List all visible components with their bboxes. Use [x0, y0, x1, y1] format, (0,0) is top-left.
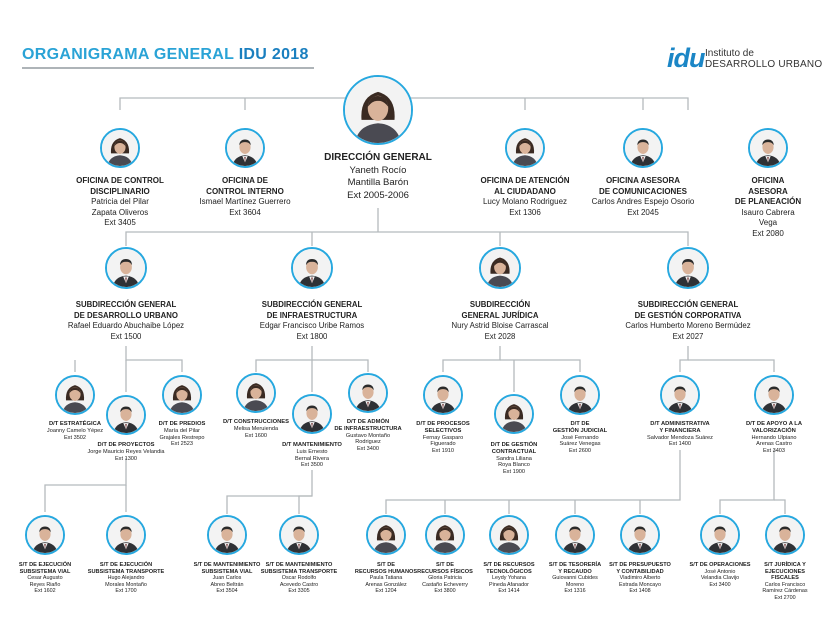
person-name: Sandra Liliana Roya Blanco — [496, 455, 532, 469]
directorate-9-label — [553, 421, 607, 455]
subdirectorate-4-photo — [279, 515, 319, 555]
directorate-1-photo — [55, 375, 95, 415]
extension: Ext 2045 — [627, 207, 659, 217]
unit-title: S/T DE EJECUCIÓN SUBSISTEMA TRANSPORTE — [87, 562, 165, 575]
directorate-5-label — [282, 442, 342, 469]
office-4-label — [592, 176, 695, 218]
unit-title: OFICINA DE ATENCIÓN AL CIUDADANO — [480, 176, 570, 196]
directorate-4-label — [223, 419, 289, 439]
unit-title: D/T MANTENIMIENTO — [282, 442, 342, 448]
extension: Ext 1600 — [244, 432, 268, 439]
office-2-photo — [225, 128, 265, 168]
extension: Ext 2080 — [752, 228, 784, 238]
person-name: Fernay Gasparo Figuerado — [422, 434, 464, 448]
person-name: Guiovanni Cubides Moreno — [552, 575, 598, 588]
office-3-label — [480, 176, 569, 218]
logo-line-2: DESARROLLO URBANO — [705, 59, 823, 70]
person-name: Vladimiro Alberto Estrada Moncayo — [619, 575, 661, 588]
unit-title: S/T DE MANTENIMIENTO SUBSISTEMA TRANSPORTE — [260, 562, 338, 575]
extension: Ext 1500 — [110, 331, 142, 341]
person-name: José Antonio Velandia Clavijo — [700, 568, 740, 582]
directorate-4-photo — [236, 373, 276, 413]
subdirectorate-10-label — [690, 562, 751, 588]
unit-title: OFICINA DE CONTROL DISCIPLINARIO — [76, 176, 164, 196]
extension: Ext 1400 — [668, 441, 692, 448]
person-name: Rafael Eduardo Abuchaibe López — [67, 321, 185, 330]
unit-title: SUBDIRECCIÓN GENERAL DE GESTIÓN CORPORATIVA — [634, 300, 742, 320]
extension: Ext 2028 — [484, 331, 516, 341]
unit-title: D/T CONSTRUCCIONES — [222, 419, 290, 425]
extension: Ext 1700 — [115, 588, 137, 595]
subdirectorate-9-label — [609, 562, 671, 595]
directorate-7-photo — [423, 375, 463, 415]
subdirectorate-2-label — [88, 562, 165, 595]
extension: Ext 1316 — [564, 588, 586, 595]
subdirectorate-11-label — [760, 562, 810, 602]
extension: Ext 3400 — [356, 446, 380, 453]
unit-title: S/T DE RECURSOS FÍSICOS — [417, 562, 473, 575]
office-4-photo — [623, 128, 663, 168]
person-name: Luis Ernesto Bernal Rivera — [295, 448, 329, 462]
person-name: Oscar Rodolfo Acevedo Castro — [279, 575, 319, 588]
extension: Ext 3305 — [288, 588, 310, 595]
logo-mark: idu — [667, 43, 705, 73]
extension: Ext 2027 — [672, 331, 704, 341]
extension: Ext 2005-2006 — [347, 189, 409, 201]
subdirection-3-photo — [479, 247, 521, 289]
extension: Ext 3403 — [762, 448, 786, 455]
unit-title: S/T JURÍDICA Y EJECUCIONES FISCALES — [764, 562, 806, 582]
directorate-11-photo — [754, 375, 794, 415]
unit-title: S/T DE OPERACIONES — [689, 562, 751, 568]
person-name: Jorge Mauricio Reyes Velandia — [87, 448, 165, 455]
subdirection-1-photo — [105, 247, 147, 289]
directorate-9-photo — [560, 375, 600, 415]
subdirectorate-6-photo — [425, 515, 465, 555]
person-name: Hugo Alejandro Morales Montaño — [105, 575, 147, 588]
extension: Ext 3400 — [709, 581, 731, 588]
subdirectorate-6-label — [417, 562, 473, 595]
extension: Ext 3604 — [229, 207, 261, 217]
person-name: Carlos Francisco Ramírez Cárdenas — [762, 581, 808, 595]
person-name: Carlos Andres Espejo Osorio — [591, 197, 695, 206]
extension: Ext 3800 — [434, 588, 456, 595]
person-name: José Fernando Suárez Venegas — [559, 434, 601, 448]
unit-title: S/T DE PRESUPUESTO Y CONTABILIDAD — [609, 562, 671, 575]
extension: Ext 1910 — [431, 448, 455, 455]
subdirectorate-2-photo — [106, 515, 146, 555]
subdirection-4-photo — [667, 247, 709, 289]
person-name: Gloria Patricia Castaño Echeverry — [422, 575, 468, 588]
unit-title: D/T ADMINISTRATIVA Y FINANCIERA — [650, 421, 710, 434]
directorate-5-photo — [292, 394, 332, 434]
subdirectorate-3-photo — [207, 515, 247, 555]
office-5-photo — [748, 128, 788, 168]
person-name: Hernando Ulpiano Arenas Castro — [751, 434, 797, 448]
directorate-10-label — [647, 421, 713, 448]
person-name: Paula Tatiana Arenas González — [365, 575, 407, 588]
extension: Ext 2600 — [568, 448, 592, 455]
unit-title: SUBDIRECCIÓN GENERAL JURÍDICA — [461, 300, 539, 320]
director-photo — [343, 75, 413, 145]
unit-title: D/T DE GESTIÓN CONTRACTUAL — [490, 442, 538, 455]
office-1-photo — [100, 128, 140, 168]
extension: Ext 1306 — [509, 207, 541, 217]
subdirection-4-label — [625, 300, 750, 342]
directorate-6-photo — [348, 373, 388, 413]
extension: Ext 3502 — [63, 434, 87, 441]
unit-title: OFICINA DE CONTROL INTERNO — [206, 176, 284, 196]
director-label — [324, 152, 432, 202]
person-name: Lucy Molano Rodriguez — [482, 197, 568, 206]
office-1-label — [76, 176, 164, 229]
person-name: Cesar Augusto Reyes Riaño — [27, 575, 63, 588]
subdirection-2-label — [260, 300, 364, 342]
title-underline — [22, 67, 314, 69]
subdirection-2-photo — [291, 247, 333, 289]
logo-line-1: Instituto de — [705, 48, 754, 59]
directorate-2-photo — [106, 395, 146, 435]
person-name: María del Pilar Grajales Restrepo — [159, 427, 205, 441]
person-name: Salvador Mendoza Suárez — [647, 434, 713, 441]
extension: Ext 1800 — [296, 331, 328, 341]
person-name: Gustavo Montaño Rodriguez — [345, 432, 391, 446]
subdirectorate-7-photo — [489, 515, 529, 555]
unit-title: D/T DE PREDIOS — [158, 421, 206, 427]
unit-title: S/T DE EJECUCIÓN SUBSISTEMA VIAL — [18, 562, 72, 575]
unit-title: D/T DE APOYO A LA VALORIZACIÓN — [745, 421, 803, 434]
unit-title: OFICINA ASESORA DE COMUNICACIONES — [598, 176, 687, 196]
unit-title: SUBDIRECCIÓN GENERAL DE DESARROLLO URBANO — [74, 300, 178, 320]
subdirection-3-label — [451, 300, 548, 342]
extension: Ext 1900 — [502, 469, 526, 476]
office-2-label — [199, 176, 290, 218]
person-name: Leydy Yohana Pineda Afanador — [489, 575, 529, 588]
directorate-8-photo — [494, 394, 534, 434]
person-name: Ismael Martínez Guerrero — [199, 197, 291, 206]
subdirectorate-4-label — [261, 562, 338, 595]
subdirectorate-9-photo — [620, 515, 660, 555]
directorate-3-label — [159, 421, 206, 448]
subdirectorate-11-photo — [765, 515, 805, 555]
office-5-label — [735, 176, 802, 239]
subdirection-1-label — [68, 300, 184, 342]
person-name: Edgar Francisco Uribe Ramos — [259, 321, 365, 330]
unit-title: S/T DE TESORERÍA Y RECAUDO — [548, 562, 602, 575]
person-name: Joanny Camelo Yépez — [46, 427, 104, 434]
unit-title: S/T DE MANTENIMIENTO SUBSISTEMA VIAL — [193, 562, 261, 575]
directorate-2-label — [87, 442, 164, 462]
person-name: Carlos Humberto Moreno Bermúdez — [625, 321, 751, 330]
person-name: Patricia del Pilar Zapata Oliveros — [91, 197, 149, 217]
person-name: Nury Astrid Bloise Carrascal — [451, 321, 549, 330]
person-name: Juan Carlos Abreo Beltrán — [210, 575, 244, 588]
subdirectorate-5-photo — [366, 515, 406, 555]
unit-title: D/T DE GESTIÓN JUDICIAL — [552, 421, 608, 434]
extension: Ext 1414 — [498, 588, 520, 595]
unit-title: D/T ESTRATÉGICA — [48, 421, 102, 427]
directorate-11-label — [746, 421, 802, 455]
directorate-10-photo — [660, 375, 700, 415]
subdirectorate-7-label — [483, 562, 534, 595]
extension: Ext 1408 — [629, 588, 651, 595]
directorate-3-photo — [162, 375, 202, 415]
unit-title: D/T DE PROYECTOS — [97, 442, 155, 448]
extension: Ext 1602 — [34, 588, 56, 595]
directorate-7-label — [416, 421, 469, 455]
unit-title: S/T DE RECURSOS HUMANOS — [354, 562, 418, 575]
unit-title: D/T DE PROCESOS SELECTIVOS — [416, 421, 470, 434]
subdirectorate-1-photo — [25, 515, 65, 555]
subdirectorate-10-photo — [700, 515, 740, 555]
unit-title: DIRECCIÓN GENERAL — [324, 152, 432, 163]
directorate-8-label — [491, 442, 538, 476]
extension: Ext 2523 — [170, 441, 194, 448]
subdirectorate-8-photo — [555, 515, 595, 555]
person-name: Yaneth Rocío Mantilla Barón — [347, 164, 409, 188]
unit-title: S/T DE RECURSOS TECNOLÓGICOS — [483, 562, 535, 575]
person-name: Melisa Meruienda — [233, 425, 279, 432]
unit-title: D/T DE ADMÓN DE INFRAESTRUCTURA — [334, 419, 402, 432]
page-title: ORGANIGRAMA GENERAL IDU 2018 — [22, 46, 309, 63]
subdirectorate-3-label — [194, 562, 261, 595]
unit-title: SUBDIRECCIÓN GENERAL DE INFRAESTRUCTURA — [261, 300, 363, 320]
extension: Ext 1300 — [114, 455, 138, 462]
extension: Ext 3500 — [300, 462, 324, 469]
extension: Ext 3405 — [104, 218, 136, 227]
subdirectorate-1-label — [19, 562, 71, 595]
extension: Ext 3504 — [216, 588, 238, 595]
office-3-photo — [505, 128, 545, 168]
extension: Ext 1204 — [375, 588, 397, 595]
subdirectorate-5-label — [355, 562, 417, 595]
directorate-1-label — [47, 421, 103, 441]
directorate-6-label — [334, 419, 401, 453]
subdirectorate-8-label — [549, 562, 601, 595]
person-name: Isauro Cabrera Vega — [741, 207, 795, 227]
unit-title: OFICINA ASESORA DE PLANEACIÓN — [734, 176, 802, 206]
extension: Ext 2700 — [774, 594, 796, 601]
